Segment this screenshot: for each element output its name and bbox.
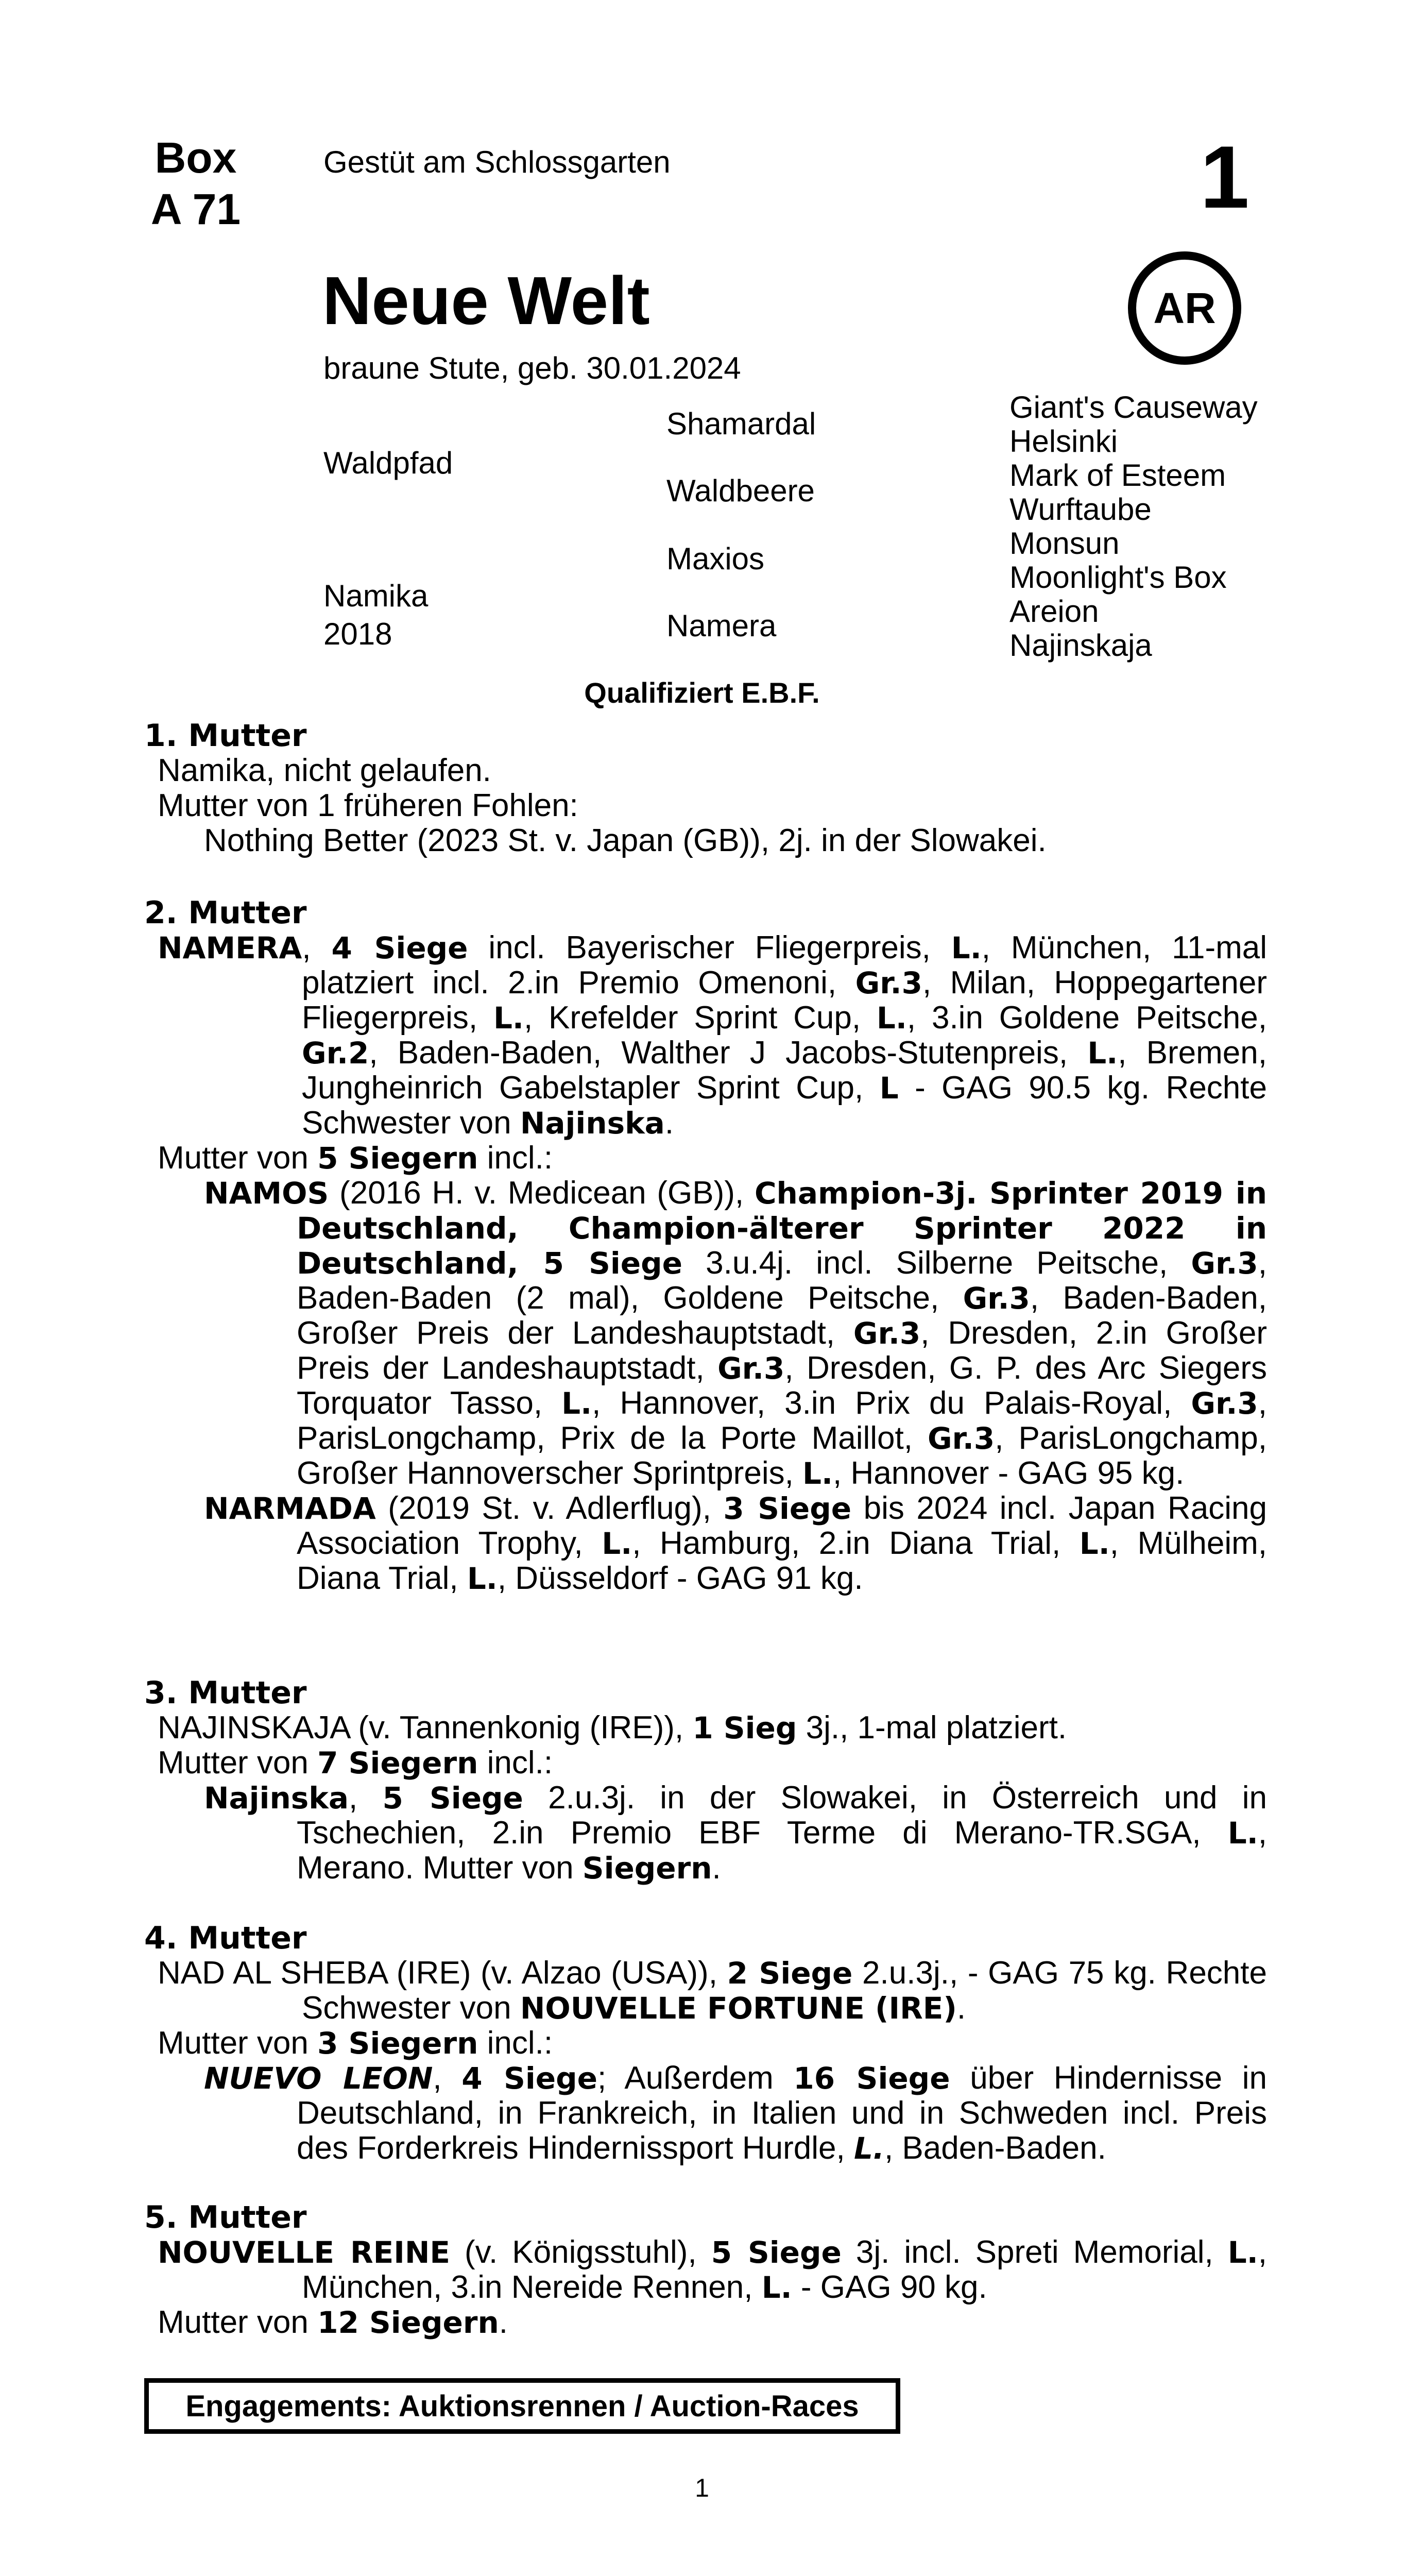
produce-intro: Mutter von 7 Siegern incl.:	[158, 1745, 553, 1781]
dam-summary: Namika, nicht gelaufen.	[158, 753, 491, 788]
section-heading: 3. Mutter	[144, 1675, 307, 1711]
dam-record: NOUVELLE REINE (v. Königsstuhl), 5 Siege 3j. incl. Spreti Memorial, L., München, 3.in Nereide Rennen, L. - GAG 90 kg.	[158, 2234, 1267, 2305]
pedigree-sire: Waldpfad	[323, 446, 453, 480]
produce-entry-nuevo-leon: NUEVO LEON, 4 Siege; Außerdem 16 Siege über Hindernisse in Deutschland, in Frankreich, in Italien und in Schweden incl. Preis des Forderkreis Hindernissport Hurdle, L., Baden-Baden.	[204, 2060, 1268, 2166]
produce-entry-najinska: Najinska, 5 Siege 2.u.3j. in der Slowakei, in Österreich und in Tschechien, 2.in Premio EBF Terme di Merano-TR.SGA, L., Merano. Mutter von Siegern.	[204, 1780, 1267, 1886]
pedigree-dam: Namika	[323, 579, 429, 613]
section-heading: 4. Mutter	[144, 1920, 307, 1956]
pedigree-great-grandparent: Areion	[1009, 594, 1099, 629]
produce-intro: Mutter von 12 Siegern.	[158, 2304, 508, 2340]
pedigree-great-grandparent: Monsun	[1009, 526, 1120, 561]
produce-entry-narmada: NARMADA (2019 St. v. Adlerflug), 3 Siege bis 2024 incl. Japan Racing Association Trophy, L., Hamburg, 2.in Diana Trial, L., Mülheim, Diana Trial, L., Düsseldorf - GAG 91 kg.	[204, 1490, 1268, 1596]
section-heading: 5. Mutter	[144, 2199, 307, 2235]
box-label	[139, 132, 252, 235]
pedigree-grandparent: Maxios	[666, 541, 765, 576]
horse-description: braune Stute, geb. 30.01.2024	[323, 351, 741, 385]
pedigree-great-grandparent: Mark of Esteem	[1009, 458, 1226, 493]
produce-intro: Mutter von 3 Siegern incl.:	[158, 2025, 553, 2061]
pedigree-great-grandparent: Najinskaja	[1009, 628, 1152, 663]
box-label-line2: A 71	[150, 185, 241, 233]
ar-badge	[1128, 251, 1241, 365]
dam-record: NAMERA, 4 Siege incl. Bayerischer Fliegerpreis, L., München, 11-mal platziert incl. 2.in Premio Omenoni, Gr.3, Milan, Hoppegartener Fliegerpreis, L., Krefelder Sprint Cup, L., 3.in Goldene Peitsche, Gr.2, Baden-Baden, Walther J Jacobs-Stutenpreis, L., Bremen, Jungheinrich Gabelstapler Sprint Cup, L - GAG 90.5 kg. Rechte Schwester von Najinska.	[158, 930, 1268, 1141]
pedigree-grandparent: Shamardal	[666, 406, 816, 441]
pedigree-ancestors	[1009, 391, 1258, 663]
ar-badge-text: AR	[1153, 283, 1216, 332]
produce-entry: Nothing Better (2023 St. v. Japan (GB)), 2j. in der Slowakei.	[204, 823, 1047, 858]
pedigree-grandparent: Namera	[666, 608, 777, 643]
box-label-line1: Box	[155, 133, 237, 182]
pedigree-great-grandparent: Moonlight's Box	[1009, 560, 1227, 595]
section-heading: 1. Mutter	[144, 718, 307, 754]
pedigree-great-grandparent: Helsinki	[1009, 424, 1118, 459]
produce-intro: Mutter von 1 früheren Fohlen:	[158, 788, 578, 823]
section-fourth-dam	[144, 1921, 1267, 2166]
horse-name: Neue Welt	[322, 263, 650, 338]
pedigree-grandparent: Waldbeere	[666, 473, 815, 508]
engagements-box	[144, 2378, 900, 2434]
dam-record: NAD AL SHEBA (IRE) (v. Alzao (USA)), 2 Siege 2.u.3j., - GAG 75 kg. Rechte Schwester von NOUVELLE FORTUNE (IRE).	[158, 1955, 1267, 2026]
lot-number: 1	[1200, 128, 1249, 227]
produce-intro: Mutter von 5 Siegern incl.:	[158, 1140, 553, 1176]
section-first-dam	[144, 718, 1267, 858]
section-second-dam	[144, 895, 1267, 1596]
pedigree-great-grandparent: Giant's Causeway	[1009, 390, 1258, 425]
produce-entry-namos: NAMOS (2016 H. v. Medicean (GB)), Champion-3j. Sprinter 2019 in Deutschland, Champion-älterer Sprinter 2022 in Deutschland, 5 Siege 3.u.4j. incl. Silberne Peitsche, Gr.3, Baden-Baden (2 mal), Goldene Peitsche, Gr.3, Baden-Baden, Großer Preis der Landeshauptstadt, Gr.3, Dresden, 2.in Großer Preis der Landeshauptstadt, Gr.3, Dresden, G. P. des Arc Siegers Torquator Tasso, L., Hannover, 3.in Prix du Palais-Royal, Gr.3, ParisLongchamp, Prix de la Porte Maillot, Gr.3, ParisLongchamp, Großer Hannoverscher Sprintpreis, L., Hannover - GAG 95 kg.	[204, 1175, 1268, 1491]
section-fifth-dam	[144, 2200, 1267, 2340]
section-heading: 2. Mutter	[144, 895, 307, 931]
qualification: Qualifiziert E.B.F.	[584, 676, 820, 709]
pedigree-dam-year: 2018	[323, 617, 392, 651]
page-number: 1	[695, 2473, 709, 2502]
dam-name: NAMERA	[158, 930, 302, 965]
pedigree-great-grandparent: Wurftaube	[1009, 492, 1152, 527]
dam-record: NAJINSKAJA (v. Tannenkonig (IRE)), 1 Sieg 3j., 1-mal platziert.	[158, 1710, 1067, 1745]
section-third-dam	[144, 1675, 1267, 1886]
engagements-text: Engagements: Auktionsrennen / Auction-Races	[185, 2389, 859, 2423]
breeder: Gestüt am Schlossgarten	[323, 145, 671, 179]
